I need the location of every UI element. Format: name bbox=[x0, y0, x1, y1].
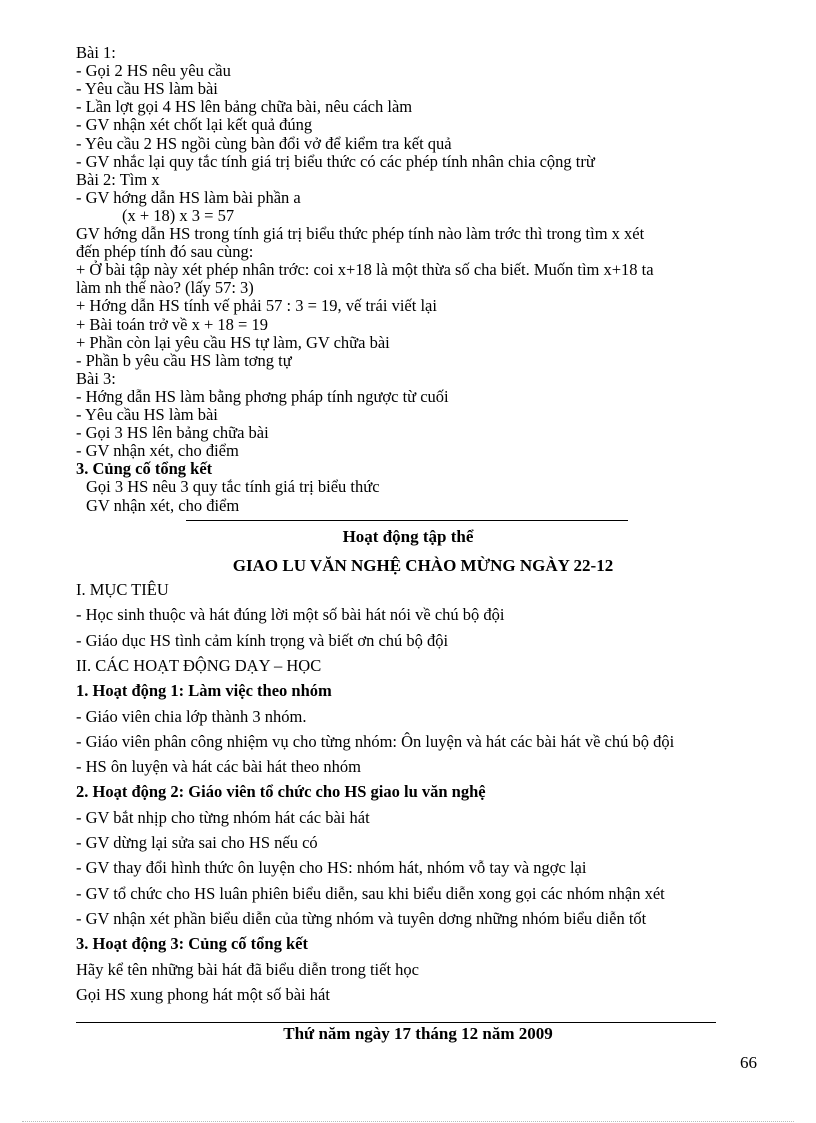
text-line: làm nh thế nào? (lấy 57: 3) bbox=[76, 278, 254, 298]
text-line: - Lần lợt gọi 4 HS lên bảng chữa bài, nêu cách làm bbox=[76, 97, 413, 117]
text-line: - GV nhận xét phần biểu diễn của từng nhóm và tuyên dơng những nhóm biểu diễn tốt bbox=[76, 908, 647, 928]
text-line: - Phần b yêu cầu HS làm tơng tự bbox=[76, 350, 292, 370]
text-line: - Yêu cầu HS làm bài bbox=[76, 79, 218, 99]
text-line: - GV nhắc lại quy tắc tính giá trị biểu thức có các phép tính nhân chia cộng trừ bbox=[76, 151, 595, 171]
text-line: GV nhận xét, cho điểm bbox=[86, 495, 240, 515]
text-line: + Hớng dẫn HS tính vế phải 57 : 3 = 19, vế trái viết lại bbox=[76, 296, 437, 316]
text-line: - GV bắt nhịp cho từng nhóm hát các bài hát bbox=[76, 807, 370, 827]
text-line: - Giáo dục HS tình cảm kính trọng và biết ơn chú bộ đội bbox=[76, 630, 449, 650]
heading-title: GIAO LU VĂN NGHỆ CHÀO MỪNG NGÀY 22-12 bbox=[232, 556, 614, 575]
text-line: + Phần còn lại yêu cầu HS tự làm, GV chữa bài bbox=[76, 332, 390, 352]
text-line: (x + 18) x 3 = 57 bbox=[122, 205, 235, 225]
text-line: - Giáo viên chia lớp thành 3 nhóm. bbox=[76, 706, 307, 726]
text-line: + Ở bài tập này xét phép nhân trớc: coi x+18 là một thừa số cha biết. Muốn tìm x+18 ta bbox=[76, 260, 654, 280]
text-line: + Bài toán trở về x + 18 = 19 bbox=[76, 314, 268, 334]
text-line: - Giáo viên phân công nhiệm vụ cho từng nhóm: Ôn luyện và hát các bài hát về chú bộ đội bbox=[76, 731, 675, 751]
text-line: II. CÁC HOẠT ĐỘNG DẠY – HỌC bbox=[76, 655, 322, 675]
text-line: - Yêu cầu HS làm bài bbox=[76, 405, 218, 424]
text-line: Bài 1: bbox=[76, 43, 116, 62]
page-edge bbox=[22, 1121, 794, 1122]
text-line: - Hớng dẫn HS làm bằng phơng pháp tính ngược từ cuối bbox=[76, 386, 449, 406]
text-line: 3. Hoạt động 3: Củng cố tổng kết bbox=[76, 934, 308, 954]
text-line: - GV dừng lại sửa sai cho HS nếu có bbox=[76, 833, 318, 852]
text-line: - Học sinh thuộc và hát đúng lời một số bài hát nói về chú bộ đội bbox=[76, 605, 505, 625]
text-line: Gọi HS xung phong hát một số bài hát bbox=[76, 984, 330, 1004]
text-line: - Gọi 3 HS lên bảng chữa bài bbox=[76, 423, 269, 443]
text-line: I. MỤC TIÊU bbox=[76, 580, 169, 599]
date-line: Thứ năm ngày 17 tháng 12 năm 2009 bbox=[283, 1024, 553, 1043]
text-line: - Gọi 2 HS nêu yêu cầu bbox=[76, 61, 231, 81]
text-line: 2. Hoạt động 2: Giáo viên tổ chức cho HS giao lu văn nghệ bbox=[76, 782, 486, 802]
page-number: 66 bbox=[740, 1053, 757, 1072]
text-line: Bài 3: bbox=[76, 368, 116, 388]
text-line: Bài 2: Tìm x bbox=[76, 169, 160, 189]
text-line: - GV nhận xét, cho điểm bbox=[76, 441, 239, 461]
heading-activity: Hoạt động tập thể bbox=[342, 527, 474, 546]
text-line: - GV hớng dẫn HS làm bài phần a bbox=[76, 187, 301, 207]
text-line: đến phép tính đó sau cùng: bbox=[76, 242, 254, 262]
text-line: - GV nhận xét chốt lại kết quả đúng bbox=[76, 115, 313, 135]
text-line: - Yêu cầu 2 HS ngồi cùng bàn đổi vở để kiểm tra kết quả bbox=[76, 133, 452, 153]
divider-bottom bbox=[76, 1022, 716, 1023]
text-line: Gọi 3 HS nêu 3 quy tắc tính giá trị biểu thức bbox=[86, 477, 380, 497]
text-line: - GV tổ chức cho HS luân phiên biểu diễn, sau khi biểu diễn xong gọi các nhóm nhận xét bbox=[76, 883, 665, 903]
text-line: - HS ôn luyện và hát các bài hát theo nhóm bbox=[76, 757, 362, 777]
text-line: 1. Hoạt động 1: Làm việc theo nhóm bbox=[76, 681, 332, 701]
text-line: 3. Củng cố tổng kết bbox=[76, 459, 213, 479]
divider-top bbox=[186, 520, 628, 521]
text-line: GV hớng dẫn HS trong tính giá trị biểu thức phép tính nào làm trớc thì trong tìm x xét bbox=[76, 224, 645, 243]
text-line: Hãy kể tên những bài hát đã biểu diễn trong tiết học bbox=[76, 959, 419, 979]
text-line: - GV thay đổi hình thức ôn luyện cho HS: nhóm hát, nhóm vỗ tay và ngợc lại bbox=[76, 858, 587, 878]
